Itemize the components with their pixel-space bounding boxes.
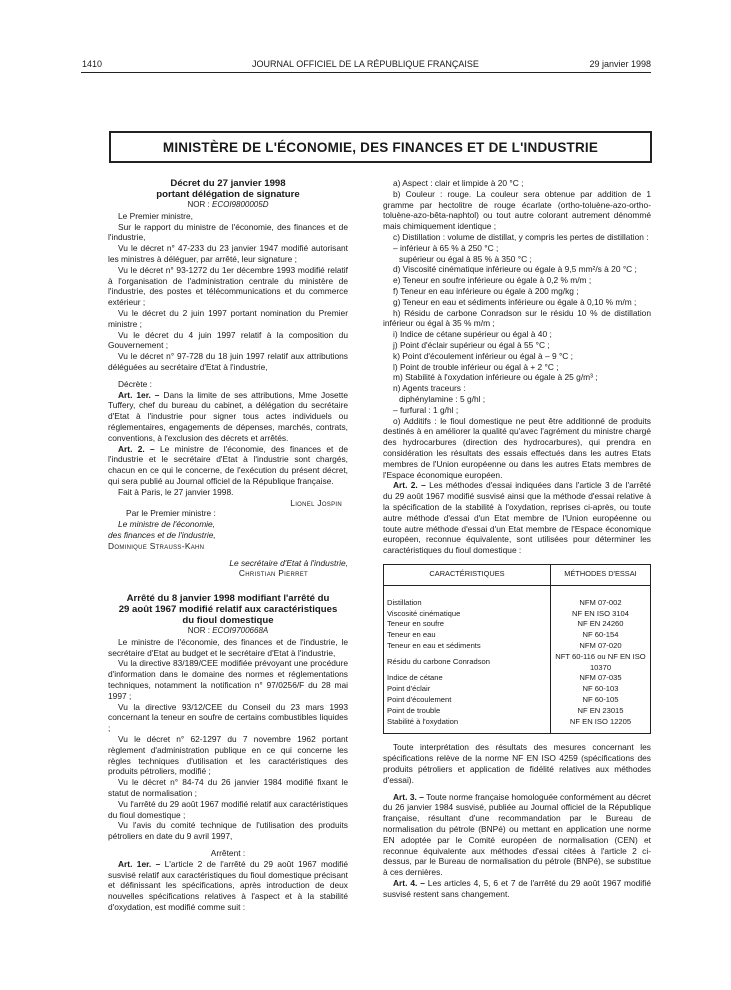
decret-paragraph: Vu le décret du 4 juin 1997 relatif à la composition du Gouvernement ; [108, 329, 348, 351]
arrete-arretent: Arrêtent : [210, 848, 246, 859]
decret-nor-code: ECOI9800005D [211, 200, 269, 209]
arrete-title-line-1: Arrêté du 8 janvier 1998 modifiant l'arrêté du [126, 593, 330, 605]
table-row: Teneur en eau et sédiments NFM 07-020 [384, 641, 651, 652]
spec-item: – inférieur à 65 % à 250 °C ; [393, 242, 499, 253]
arrete-paragraph: Vu le décret n° 62-1297 du 7 novembre 1962 portant règlement d'administration publique en ce qui concerne les règles techniques d'utilisation et les caractéristiques des produits pétroliers, modifié ; [108, 734, 348, 777]
signer-pm: Lionel Jospin [290, 497, 342, 508]
arrete-paragraph: Vu l'arrêté du 29 août 1967 modifié relatif aux caractéristiques du fioul domestique ; [108, 798, 348, 820]
spec-item: c) Distillation : volume de distillat, y compris les pertes de distillation : [393, 231, 649, 242]
minister-name: Dominique Strauss-Kahn [108, 540, 205, 551]
arrete-title-line-3: du fioul domestique [182, 615, 274, 627]
decret-paragraph: Sur le rapport du ministre de l'économie, des finances et de l'industrie, [108, 221, 348, 243]
table-header-methods: MÉTHODES D'ESSAI [551, 564, 651, 585]
arrete-article-1: Art. 1er. – L'article 2 de l'arrêté du 29 août 1967 modifié susvisé relatif aux caractéristiques du fioul domestique précisant et définissant les spécifications, après introduction de deux nouvelles spécifications relatives à l'aspect et à la stabilité d'oxydation, est modifié comme suit : [108, 858, 348, 913]
arrete-paragraph: Vu l'avis du comité technique de l'utilisation des produits pétroliers en date du 9 avril 1997, [108, 820, 348, 842]
spec-item: g) Teneur en eau et sédiments inférieure ou égale à 0,10 % m/m ; [393, 296, 637, 307]
table-header-characteristics: CARACTÉRISTIQUES [384, 564, 551, 585]
arrete-nor-code: ECOI9700668A [212, 626, 269, 636]
table-row: Point d'éclair NF 60-103 [384, 684, 651, 695]
table-row: Indice de cétane NFM 07-035 [384, 673, 651, 684]
arrete-paragraph: Vu la directive 83/189/CEE modifiée prévoyant une procédure d'information dans le domaine des normes et réglementations techniques, notamment la notification n° 97/0256/F du 28 mai 1997 ; [108, 658, 348, 701]
spec-item: d) Viscosité cinématique inférieure ou égale à 9,5 mm²/s à 20 °C ; [393, 264, 637, 275]
table-row: Teneur en eau NF 60-154 [384, 630, 651, 641]
page-number: 1410 [82, 59, 103, 69]
spec-item: – furfural : 1 g/hl ; [393, 404, 459, 415]
minister-title-1: Le ministre de l'économie, [118, 519, 216, 530]
spec-item: l) Point de trouble inférieur ou égal à + 2 °C ; [393, 361, 559, 372]
arrete-nor: NOR : ECOI9700668A [187, 626, 269, 636]
journal-title: JOURNAL OFFICIEL DE LA RÉPUBLIQUE FRANÇAISE [252, 59, 479, 69]
decret-title-line-1: Décret du 27 janvier 1998 [170, 178, 286, 189]
left-column [108, 178, 348, 913]
table-row: Viscosité cinématique NF EN ISO 3104 [384, 609, 651, 620]
table-row: Résidu du carbone Conradson NFT 60-116 ou NF EN ISO 10370 [384, 652, 651, 674]
test-methods-table [383, 564, 651, 735]
decret-paragraph: Vu le décret n° 47-233 du 23 janvier 1947 modifié autorisant les ministres à déléguer, par arrêté, leur signature ; [108, 243, 348, 264]
decret-done-at: Fait à Paris, le 27 janvier 1998. [118, 486, 234, 497]
spec-item: f) Teneur en eau inférieure ou égale à 200 mg/kg ; [393, 285, 579, 296]
decret-paragraph: Vu le décret n° 97-728 du 18 juin 1997 relatif aux attributions déléguées au secrétaire d'Etat à l'industrie, [108, 351, 348, 372]
arrete-article-4: Art. 4. – Les articles 4, 5, 6 et 7 de l'arrêté du 29 août 1967 modifié susvisé restent sans changement. [383, 878, 651, 899]
spec-item: m) Stabilité à l'oxydation inférieure ou égale à 25 g/m³ ; [393, 372, 598, 383]
decret-nor: NOR : ECOI9800005D [187, 200, 269, 209]
table-row: Point d'écoulement NF 60-105 [384, 695, 651, 706]
minister-title-2: des finances et de l'industrie, [108, 529, 216, 540]
decret-paragraph: Vu le décret n° 93-1272 du 1er décembre 1993 modifié relatif à l'organisation de l'administration centrale du ministère de l'industrie, des postes et télécommunications et du commerce extérieur ; [108, 264, 348, 308]
decret-paragraph: Le Premier ministre, [118, 210, 193, 221]
arrete-article-3: Art. 3. – Toute norme française homologuée conformément au décret du 26 janvier 1984 susvisé, publiée au Journal officiel de la République française, résultant d'une recommandation par le Bureau de normalisation du pétrole (BNPé) ou mettant en application une norme EN adoptée par le Comité européen de normalisation (CEN) et reconnue équivalente aux méthodes d'essai citées à l'article 2 ci-dessus, par le Bureau de normalisation du pétrole (BNPé), se substitue à ces dernières. [383, 791, 651, 878]
decret-title-line-2: portant délégation de signature [156, 189, 300, 200]
decret-decrete: Décrète : [118, 378, 152, 389]
table-row: Distillation NFM 07-002 [384, 585, 651, 608]
ministry-banner: MINISTÈRE DE L'ÉCONOMIE, DES FINANCES ET DE L'INDUSTRIE [109, 131, 652, 163]
issue-date: 29 janvier 1998 [589, 59, 651, 69]
arrete-article-2: Art. 2. – Les méthodes d'essai indiquées dans l'article 3 de l'arrêté du 29 août 1967 modifié susvisé ainsi que la méthode d'essai relative à la spécification de la stabilité à l'oxydation, reprises ci-après, ou toute autre méthode d'essai d'un Etat membre de l'Union européenne ou toute autre méthode d'essai d'un Etat membre de l'Espace économique européen, reconnue équivalente, sont utilisées pour déterminer les caractéristiques du fioul domestique : [383, 480, 651, 556]
spec-item: b) Couleur : rouge. La couleur sera obtenue par addition de 1 gramme par hectolitre de rouge écarlate (ortho-toluène-azo-ortho-toluène-azo-bêta-naphtol) ou tout autre colorant autrement dénommé mais chimiquement identique ; [383, 188, 651, 232]
spec-item: supérieur ou égal à 85 % à 350 °C ; [399, 253, 532, 264]
table-row: Point de trouble NF EN 23015 [384, 706, 651, 717]
arrete-paragraph: Vu le décret n° 84-74 du 26 janvier 1984 modifié fixant le statut de normalisation ; [108, 777, 348, 799]
after-table-paragraph: Toute interprétation des résultats des mesures concernant les spécifications relève de la norme NF EN ISO 4259 (spécifications des produits pétroliers et application de fidélité relatives aux méthodes d'essai). [383, 742, 651, 785]
spec-item: a) Aspect : clair et limpide à 20 °C ; [393, 178, 524, 188]
by-pm: Par le Premier ministre : [126, 508, 216, 519]
decret-article-1: Art. 1er. – Dans la limite de ses attributions, Mme Josette Tuffery, chef du bureau du cabinet, a délégation du secrétaire d'Etat à l'industrie pour signer tous actes individuels ou réglementaires, engagements de dépenses, marchés, contrats, conventions, à l'exclusion des décrets et arrêtés. [108, 389, 349, 443]
table-row: Teneur en soufre NF EN 24260 [384, 619, 651, 630]
spec-item: diphénylamine : 5 g/hl ; [399, 393, 486, 404]
right-column [383, 178, 651, 900]
header-rule [81, 72, 651, 73]
secretary-name: Christian Pierret [238, 568, 308, 579]
table-row: Stabilité à l'oxydation NF EN ISO 12205 [384, 717, 651, 734]
secretary-title: Le secrétaire d'Etat à l'industrie, [229, 557, 348, 568]
spec-item: k) Point d'écoulement inférieur ou égal à – 9 °C ; [393, 350, 573, 361]
decret-article-2: Art. 2. – Le ministre de l'économie, des finances et de l'industrie et le secrétaire d'Etat à l'industrie sont chargés, chacun en ce qui le concerne, de l'exécution du présent décret, qui sera publié au Journal officiel de la République française. [108, 443, 348, 486]
spec-item: h) Résidu de carbone Conradson sur le résidu 10 % de distillation inférieur ou égal à 35 % m/m ; [383, 307, 651, 329]
spec-item: j) Point d'éclair supérieur ou égal à 55 °C ; [393, 339, 550, 350]
decret-paragraph: Vu le décret du 2 juin 1997 portant nomination du Premier ministre ; [108, 307, 348, 329]
arrete-paragraph: Le ministre de l'économie, des finances et de l'industrie, le secrétaire d'Etat au budget et le secrétaire d'Etat à l'industrie, [108, 636, 348, 658]
spec-item: i) Indice de cétane supérieur ou égal à 40 ; [393, 329, 552, 340]
spec-item: n) Agents traceurs : [393, 383, 466, 394]
spec-item: o) Additifs : le fioul domestique ne peut être additionné de produits destinés à en améliorer la qualité qu'avec l'agrément du ministre chargé des hydrocarbures (direction des hydrocarbures), qui prendra en considération les résultats des essais effectués dans les autres Etats membres de l'Union européenne ou dans les autres Etats membres de l'Espace économique européen. [383, 415, 651, 480]
spec-item: e) Teneur en soufre inférieure ou égale à 0,2 % m/m ; [393, 275, 592, 286]
arrete-paragraph: Vu la directive 93/12/CEE du Conseil du 23 mars 1993 concernant la teneur en soufre de certains combustibles liquides ; [108, 701, 348, 734]
arrete-title-line-2: 29 août 1967 modifié relatif aux caractéristiques [118, 604, 338, 616]
